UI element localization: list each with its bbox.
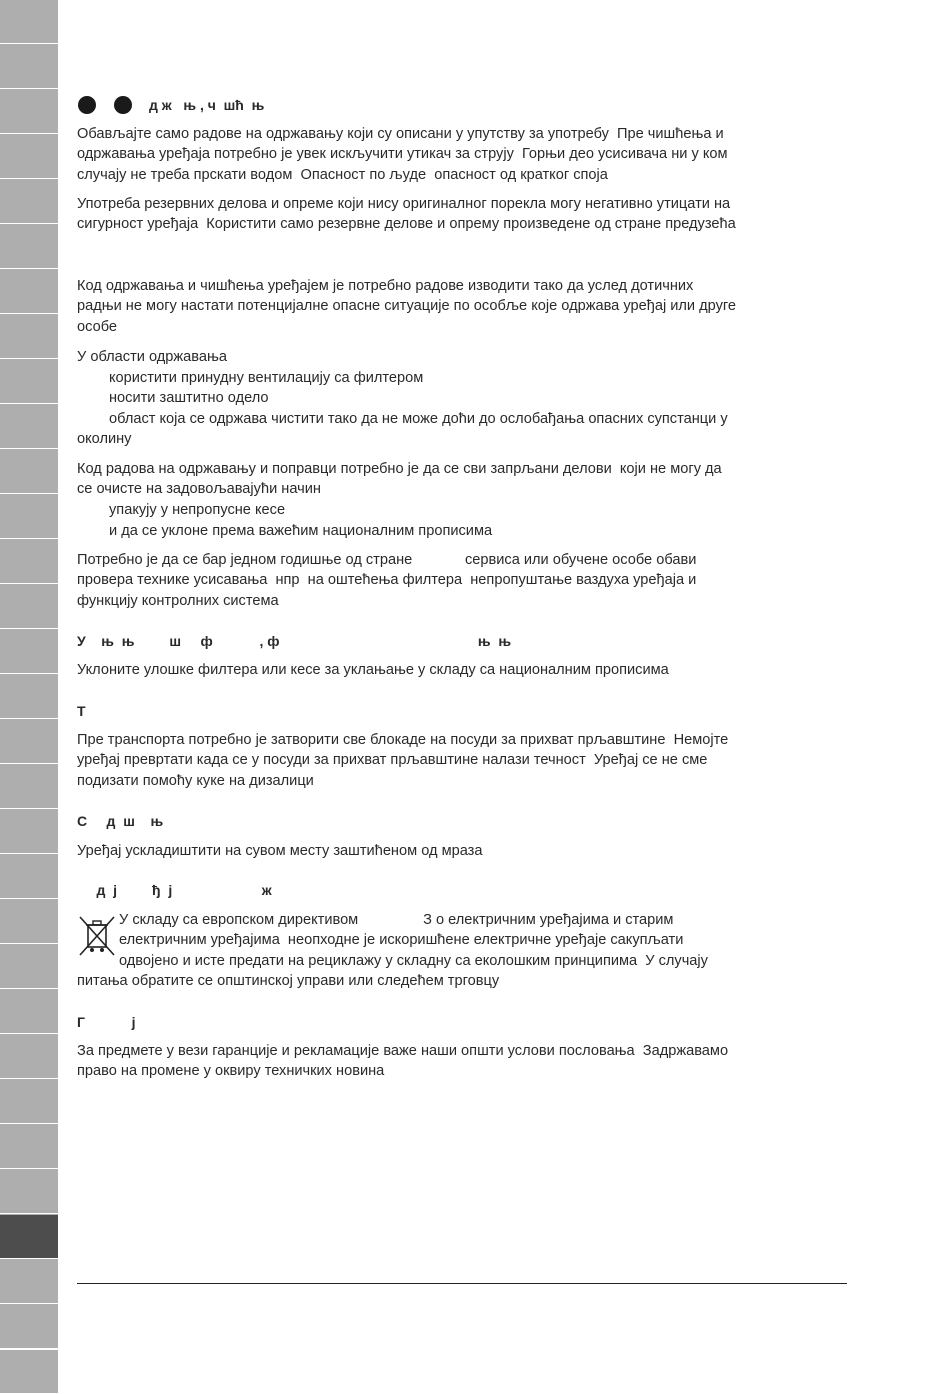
sidebar-tab [0,45,58,89]
section-heading: У њ њ ш ф , ф њ њ [77,633,512,649]
sidebar-tab [0,135,58,179]
crossed-out-wheelie-bin-icon [77,913,117,957]
sidebar-tab [0,990,58,1034]
sidebar-tab [0,180,58,224]
paragraph: питања обратите се општинској управи или следећем трговцу [77,973,500,989]
sidebar-tab [0,855,58,899]
paragraph: У области одржавања [77,349,227,365]
paragraph: околину [77,431,132,447]
sidebar-tab [0,1125,58,1169]
sidebar-tab [0,1260,58,1304]
sidebar-tab [0,945,58,989]
sidebar-tab [0,225,58,269]
sidebar-tab [0,0,58,44]
sidebar-tab [0,405,58,449]
sidebar-tab [0,1350,58,1394]
sidebar-tabs [0,0,58,1348]
sidebar-tab [0,90,58,134]
paragraph: Код одржавања и чишћења уређајем је потребно радове изводити тако да услед дотичних радњи не могу настати потенцијалне опасне ситуације по особље које одржава уређај или друге особе [77,278,737,335]
paragraph: За предмете у вези гаранције и рекламације важе наши општи услови пословања Задржавамо право на промене у оквиру техничких новина [77,1043,729,1080]
section-heading: Т [77,703,86,719]
sidebar-tab [0,1080,58,1124]
list-item: упакују у непропусне кесе [109,502,286,518]
sidebar-tab [0,1035,58,1079]
sidebar-tab-active [0,1215,58,1259]
sidebar-tab [0,900,58,944]
sidebar-tab [0,585,58,629]
sidebar-tab [0,765,58,809]
paragraph: Код радова на одржавању и поправци потребно је да се сви запрљани делови који не могу да се очисте на задовољавајући начин [77,461,722,498]
section-title: д ж њ , ч шћ њ [149,97,265,113]
section-heading: Г ј [77,1014,136,1030]
section-heading: д ј ђ ј ж [77,882,272,898]
sidebar-tab [0,720,58,764]
paragraph: Обављајте само радове на одржавању који су описани у упутству за употребу Пре чишћења и одржавања уређаја потребно је увек искључити утикач за струју Горњи део усисивача ни у ком случају не треба прскати водом Опасност по људе опасност од кратког споја [77,126,728,183]
paragraph: У складу са европском директивом З о електричним уређајима и старим [119,912,674,928]
sidebar-tab [0,495,58,539]
sidebar-tab [0,540,58,584]
sidebar-tab [0,675,58,719]
sidebar-tab [0,450,58,494]
bullet-dot-icon [114,96,132,114]
paragraph: Потребно је да се бар једном годишње од стране сервиса или обучене особе обави провера технике усисавања нпр на оштећења филтера непропуштање ваздуха уређаја и функцију контролних система [77,552,697,609]
paragraph: Уређај ускладиштити на сувом месту заштићеном од мраза [77,843,483,859]
sidebar-tab [0,1305,58,1349]
footer-divider [77,1283,847,1284]
paragraph: Уклоните улошке филтера или кесе за уклањање у складу са националним прописима [77,662,669,678]
paragraph: одвојено и исте предати на рециклажу у складну са еколошким принципима У случају [119,953,708,969]
list-item: носити заштитно одело [109,390,269,406]
sidebar-tab [0,1170,58,1214]
bullet-dot-icon [78,96,96,114]
paragraph: Употреба резервних делова и опреме који нису оригиналног порекла могу негативно утицати на сигурност уређаја Користити само резервне делове и опрему произведене од стране предузећа [77,196,736,233]
sidebar-tab [0,315,58,359]
list-item: и да се уклоне према важећим националним прописима [109,523,493,539]
list-item: област која се одржава чистити тако да не може доћи до ослобађања опасних супстанци у [109,411,728,427]
section-heading: С д ш њ [77,813,164,829]
sidebar-tab [0,360,58,404]
paragraph: Пре транспорта потребно је затворити све блокаде на посуди за прихват прљавштине Немојте уређај превртати када се у посуди за прихват прљавштине налази течност Уређај се не сме подизати помоћу куке на дизалици [77,732,729,789]
sidebar-tab [0,810,58,854]
paragraph: електричним уређајима неопходне је искоришћене електричне уређаје сакупљати [119,932,684,948]
sidebar-tab [0,630,58,674]
sidebar-tab [0,270,58,314]
list-item: користити принудну вентилацију са филтером [109,370,424,386]
